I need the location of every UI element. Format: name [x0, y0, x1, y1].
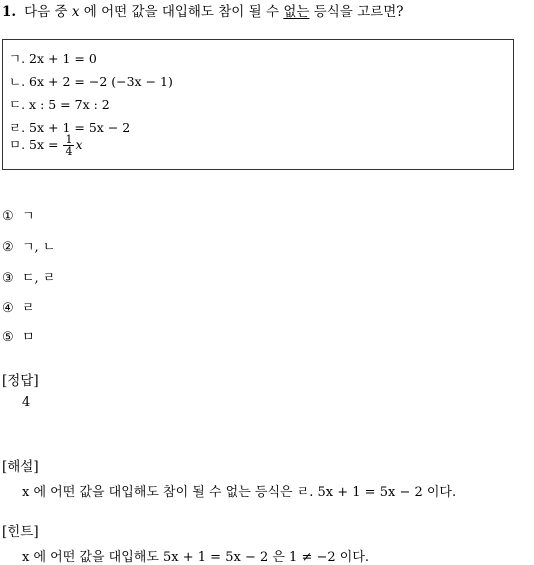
condition-expression: 2x + 1 = 0: [29, 51, 97, 66]
answer-value: 4: [22, 395, 31, 410]
choice-2[interactable]: [2, 236, 55, 255]
question-line: [2, 0, 403, 20]
condition-label: ㅁ.: [9, 137, 26, 152]
fraction: [63, 134, 74, 157]
choice-marker: ⑤: [2, 330, 14, 345]
choice-marker: ③: [2, 271, 14, 286]
choice-marker: ②: [2, 240, 14, 255]
answer-label: [정답]: [2, 373, 39, 389]
choice-text: ㄷ, ㄹ: [22, 271, 56, 286]
choice-3[interactable]: [2, 267, 55, 286]
choice-1[interactable]: [2, 205, 35, 224]
condition-1: [9, 49, 97, 67]
question-text-middle: 에 어떤 값을 대입해도 참이 될 수: [83, 4, 280, 20]
question-underlined-word: 없는: [283, 4, 310, 20]
condition-label: ㄷ.: [9, 97, 26, 112]
hint-label: [힌트]: [2, 524, 39, 540]
condition-expression-rhs: x: [75, 137, 83, 152]
condition-2: [9, 72, 173, 90]
question-text-start: 다음 중: [24, 4, 68, 20]
conditions-box: [2, 39, 514, 170]
question-text-end: 등식을 고르면?: [313, 4, 404, 20]
choice-4[interactable]: [2, 297, 35, 316]
condition-expression: 5x + 1 = 5x − 2: [29, 120, 131, 135]
fraction-denominator: 4: [65, 145, 73, 158]
condition-expression: x : 5 = 7x : 2: [29, 97, 110, 112]
hint-text: x 에 어떤 값을 대입해도 5x + 1 = 5x − 2 은 1 ≠ −2 이다.: [22, 550, 370, 565]
choice-text: ㄱ, ㄴ: [22, 240, 56, 255]
choice-marker: ①: [2, 209, 14, 224]
condition-3: [9, 95, 110, 113]
choice-marker: ④: [2, 301, 14, 316]
condition-expression: 6x + 2 = −2 (−3x − 1): [29, 74, 173, 89]
condition-label: ㄹ.: [9, 120, 26, 135]
explanation-text: x 에 어떤 값을 대입해도 참이 될 수 없는 등식은 ㄹ. 5x + 1 = 5x − 2 이다.: [22, 485, 457, 500]
fraction-numerator: 1: [65, 133, 73, 146]
explanation-label: [해설]: [2, 459, 39, 475]
condition-label: ㄴ.: [9, 74, 26, 89]
condition-5: [9, 134, 83, 157]
choice-text: ㅁ: [22, 330, 35, 345]
condition-label: ㄱ.: [9, 51, 26, 66]
choice-text: ㄱ: [22, 209, 35, 224]
choice-5[interactable]: [2, 326, 35, 345]
question-variable: x: [71, 4, 80, 20]
question-number: 1.: [2, 4, 17, 20]
choice-text: ㄹ: [22, 301, 35, 316]
condition-expression-lhs: 5x =: [29, 137, 59, 152]
